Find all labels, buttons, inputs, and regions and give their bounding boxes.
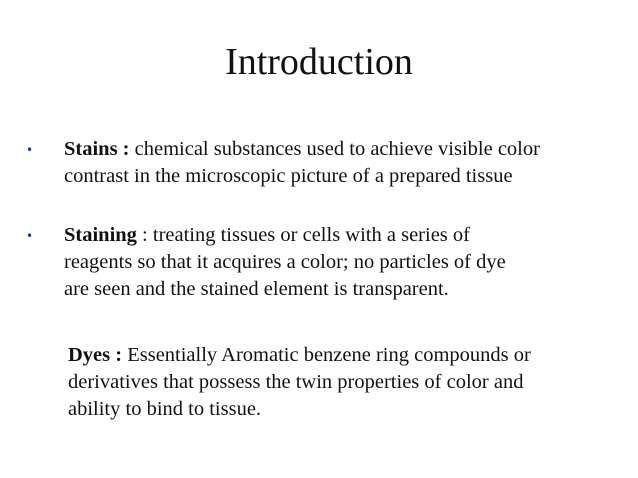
definition-text: [68, 342, 628, 423]
definition-dyes: [68, 342, 628, 423]
bullet-term: Stains :: [64, 138, 130, 160]
bullet-line: reagents so that it acquires a color; no particles of dye: [64, 251, 506, 273]
definition-line-text: Essentially Aromatic benzene ring compounds or: [127, 344, 531, 366]
bullet-line: [64, 222, 616, 249]
definition-line: ability to bind to tissue.: [68, 398, 262, 420]
definition-line: [68, 342, 628, 369]
bullet-marker: •: [26, 143, 34, 157]
bullet-item-stains: [26, 136, 616, 190]
definition-term: Dyes :: [68, 344, 123, 366]
slide-title: Introduction: [225, 41, 413, 83]
bullet-text: [64, 136, 616, 190]
bullet-line: are seen and the stained element is transparent.: [64, 278, 449, 300]
bullet-text: [64, 222, 616, 303]
bullet-line-text: : treating tissues or cells with a series of: [142, 224, 470, 246]
bullet-term: Staining: [64, 224, 137, 246]
definition-line: derivatives that possess the twin properties of color and: [68, 371, 524, 393]
bullet-line: [64, 136, 616, 163]
bullet-marker: •: [26, 229, 34, 243]
bullet-line: contrast in the microscopic picture of a prepared tissue: [64, 165, 513, 187]
bullet-line-text: chemical substances used to achieve visible color: [134, 138, 540, 160]
bullet-item-staining: [26, 222, 616, 303]
